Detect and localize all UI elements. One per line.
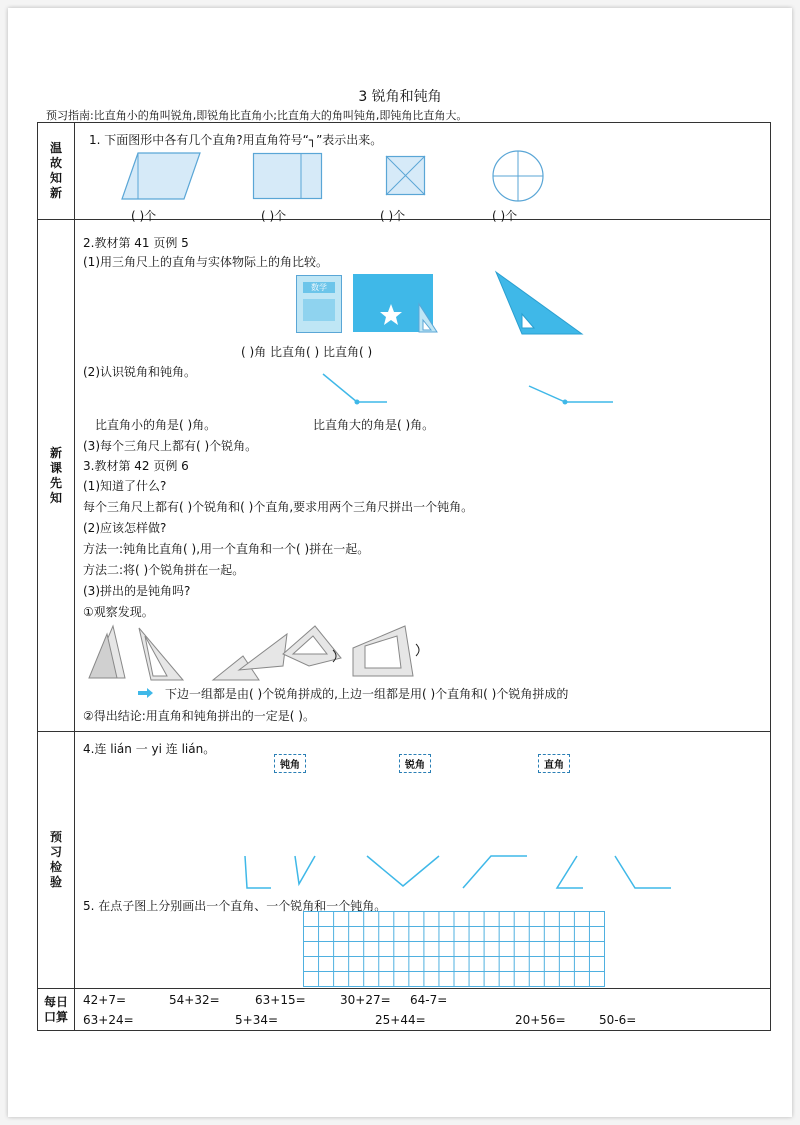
daily-cell [75,989,771,1031]
q3-step1-answer[interactable]: 每个三角尺上都有( )个锐角和( )个直角,要求用两个三角尺拼出一个钝角。 [83,500,474,514]
angle-figures-row [205,854,645,894]
review-cell [75,123,771,223]
q1-text: 1. 下面图形中各有几个直角?用直角符号“┐”表示出来。 [89,133,383,147]
q3-title: 3.教材第 42 页例 6 [83,459,189,473]
q3-step3: (3)拼出的是钝角吗? [83,584,191,598]
q2-title: 2.教材第 41 页例 5 [83,236,189,250]
rectangle-shape [253,153,325,201]
daily-r1-c1[interactable]: 42+7= [83,993,127,1007]
section-check-label: 预习检验 [49,830,62,889]
parallelogram-shape [122,153,202,201]
q2-part2: (2)认识锐角和钝角。 [83,365,196,379]
q3-arrow-text[interactable]: 下边一组都是由( )个锐角拼成的,上边一组都是用( )个直角和( )个锐角拼成的 [165,687,569,701]
q2-acute-text[interactable]: 比直角小的角是( )角。 [95,418,217,432]
acute-angle-figure [319,370,389,410]
q1-blank-1[interactable]: ( )个 [131,209,157,223]
q3-conclusion[interactable]: ②得出结论:用直角和钝角拼出的一定是( )。 [83,709,315,723]
daily-r1-c4[interactable]: 30+27= [340,993,391,1007]
daily-r2-c4[interactable]: 20+56= [515,1013,566,1027]
daily-r2-c1[interactable]: 63+24= [83,1013,134,1027]
q1-blank-2[interactable]: ( )个 [261,209,287,223]
page-title: 3 锐角和钝角 [358,89,442,105]
preview-guide: 预习指南:比直角小的角叫锐角,即锐角比直角小;比直角大的角叫钝角,即钝角比直角大。 [46,109,468,122]
angle-figure-3 [367,856,439,886]
math-book-image [296,275,342,333]
triangle-ruler-image [492,270,584,336]
q2-obtuse-text[interactable]: 比直角大的角是( )角。 [313,418,435,432]
label-right[interactable]: 直角 [538,754,570,773]
daily-r1-c3[interactable]: 63+15= [255,993,306,1007]
q2-part1: (1)用三角尺上的直角与实体物际上的角比较。 [83,255,328,269]
dot-grid-lines [303,911,605,987]
q3-step1: (1)知道了什么? [83,479,167,493]
daily-r1-c5[interactable]: 64-7= [410,993,448,1007]
angle-figure-2 [295,856,315,884]
set-square-combinations-image [83,620,443,682]
section-review-label: 温故知新 [49,141,62,200]
worksheet-page [8,8,792,1117]
q2-compare[interactable]: ( )角 比直角( ) 比直角( ) [241,345,373,359]
q3-step2: (2)应该怎样做? [83,521,167,535]
section-new [38,220,75,732]
square-shape [386,156,428,198]
daily-r2-c2[interactable]: 5+34= [235,1013,279,1027]
section-daily-label: 每日口算 [43,994,68,1024]
q3-method1[interactable]: 方法一:钝角比直角( ),用一个直角和一个( )拼在一起。 [83,542,370,556]
daily-r2-c3[interactable]: 25+44= [375,1013,426,1027]
section-daily [38,989,75,1031]
q1-blank-3[interactable]: ( )个 [380,209,406,223]
check-cell [75,732,771,989]
q1-blank-4[interactable]: ( )个 [492,209,518,223]
blue-card-with-ruler-image [353,274,439,332]
angle-figure-1 [245,856,271,888]
dot-grid[interactable] [303,911,605,987]
new-lesson-cell [75,220,771,732]
angle-figure-4 [463,856,527,888]
angle-figure-5 [557,856,583,888]
right-arrow-icon [138,688,154,698]
angle-figure-6 [615,856,671,888]
daily-r2-c5[interactable]: 50-6= [599,1013,637,1027]
label-obtuse[interactable]: 钝角 [274,754,306,773]
q2-part3[interactable]: (3)每个三角尺上都有( )个锐角。 [83,439,258,453]
circle-shape [492,150,546,204]
section-check [38,732,75,989]
section-new-label: 新课先知 [49,445,62,505]
daily-r1-c2[interactable]: 54+32= [169,993,220,1007]
q4-title: 4.连 lián 一 yi 连 lián。 [83,742,216,756]
q3-observe: ①观察发现。 [83,605,154,619]
worksheet-table [37,122,771,1031]
math-book-title: 数学 [303,282,335,293]
obtuse-angle-figure [527,384,617,414]
q5-title: 5. 在点子图上分别画出一个直角、一个锐角和一个钝角。 [83,899,387,913]
section-review [38,123,75,220]
q3-method2[interactable]: 方法二:将( )个锐角拼在一起。 [83,563,245,577]
label-acute[interactable]: 锐角 [399,754,431,773]
